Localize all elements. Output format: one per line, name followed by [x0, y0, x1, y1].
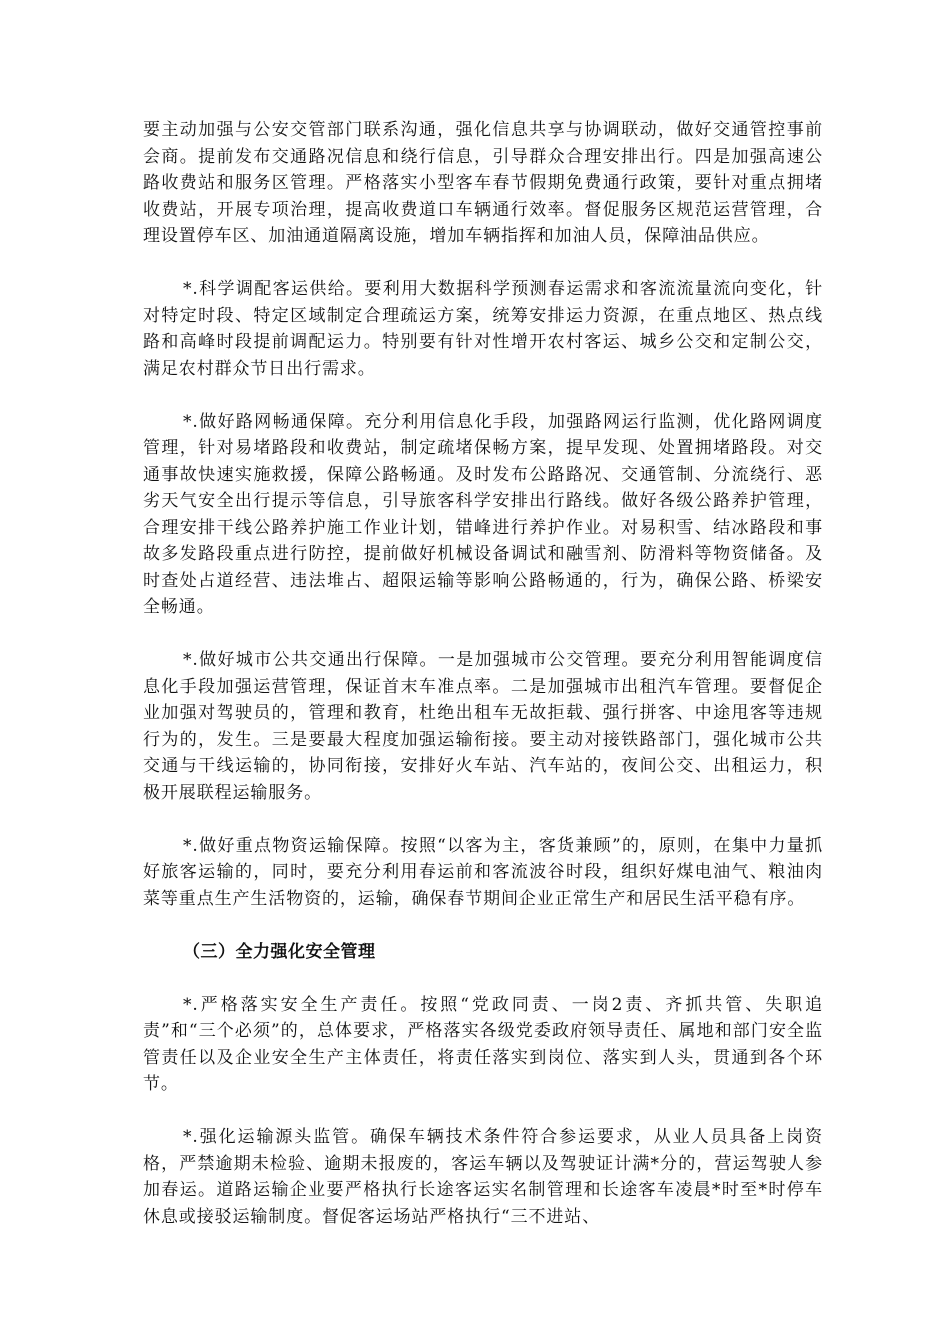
paragraph-road-network: *.做好路网畅通保障。充分利用信息化手段，加强路网运行监测，优化路网调度管理，针对易堵路段和收费站，制定疏堵保畅方案，提早发现、处置拥堵路段。对交通事故快速实施救援，保障公路畅通。及时发布公路路况、交通管制、分流绕行、恶劣天气安全出行提示等信息，引导旅客科学安排出行路线。做好各级公路养护管理，合理安排干线公路养护施工作业计划，错峰进行养护作业。对易积雪、结冰路段和事故多发路段重点进行防控，提前做好机械设备调试和融雪剂、防滑料等物资储备。及时查处占道经营、违法堆占、超限运输等影响公路畅通的，行为，确保公路、桥梁安全畅通。: [143, 411, 823, 617]
paragraph-public-transit: *.做好城市公共交通出行保障。一是加强城市公交管理。要充分利用智能调度信息化手段加强运营管理，保证首末车准点率。二是加强城市出租汽车管理。要督促企业加强对驾驶员的，管理和教育，杜绝出租车无故拒载、强行拼客、中途甩客等违规行为的，发生。三是要最大程度加强运输衔接。要主动对接铁路部门，强化城市公共交通与干线运输的，协同衔接，安排好火车站、汽车站的，夜间公交、出租运力，积极开展联程运输服务。: [143, 650, 823, 803]
paragraph-source-supervision: *.强化运输源头监管。确保车辆技术条件符合参运要求，从业人员具备上岗资格，严禁逾期未检验、逾期未报废的，客运车辆以及驾驶证计满*分的，营运驾驶人参加春运。道路运输企业要严格执行长途客运实名制管理和长途客车凌晨*时至*时停车休息或接驳运输制度。督促客运场站严格执行“三不进站、: [143, 1127, 823, 1227]
paragraph-passenger-supply: *.科学调配客运供给。要利用大数据科学预测春运需求和客流流量流向变化，针对特定时段、特定区域制定合理疏运方案，统筹安排运力资源，在重点地区、热点线路和高峰时段提前调配运力。特别要有针对性增开农村客运、城乡公交和定制公交，满足农村群众节日出行需求。: [143, 279, 823, 379]
paragraph-key-goods: *.做好重点物资运输保障。按照“以客为主，客货兼顾”的，原则，在集中力量抓好旅客运输的，同时，要充分利用春运前和客流波谷时段，组织好煤电油气、粮油肉菜等重点生产生活物资的，运输，确保春节期间企业正常生产和居民生活平稳有序。: [143, 835, 823, 909]
section-heading: （三）全力强化安全管理: [183, 941, 376, 962]
document-body: [143, 117, 823, 1257]
paragraph-safety-responsibility: *.严格落实安全生产责任。按照“党政同责、一岗2责、齐抓共管、失职追责”和“三个必须”的，总体要求，严格落实各级党委政府领导责任、属地和部门安全监管责任以及企业安全生产主体责任，将责任落实到岗位、落实到人头，贯通到各个环节。: [143, 994, 823, 1094]
paragraph-continuation: 要主动加强与公安交管部门联系沟通，强化信息共享与协调联动，做好交通管控事前会商。提前发布交通路况信息和绕行信息，引导群众合理安排出行。四是加强高速公路收费站和服务区管理。严格落实小型客车春节假期免费通行政策，要针对重点拥堵收费站，开展专项治理，提高收费道口车辆通行效率。督促服务区规范运营管理，合理设置停车区、加油通道隔离设施，增加车辆指挥和加油人员，保障油品供应。: [143, 120, 823, 246]
